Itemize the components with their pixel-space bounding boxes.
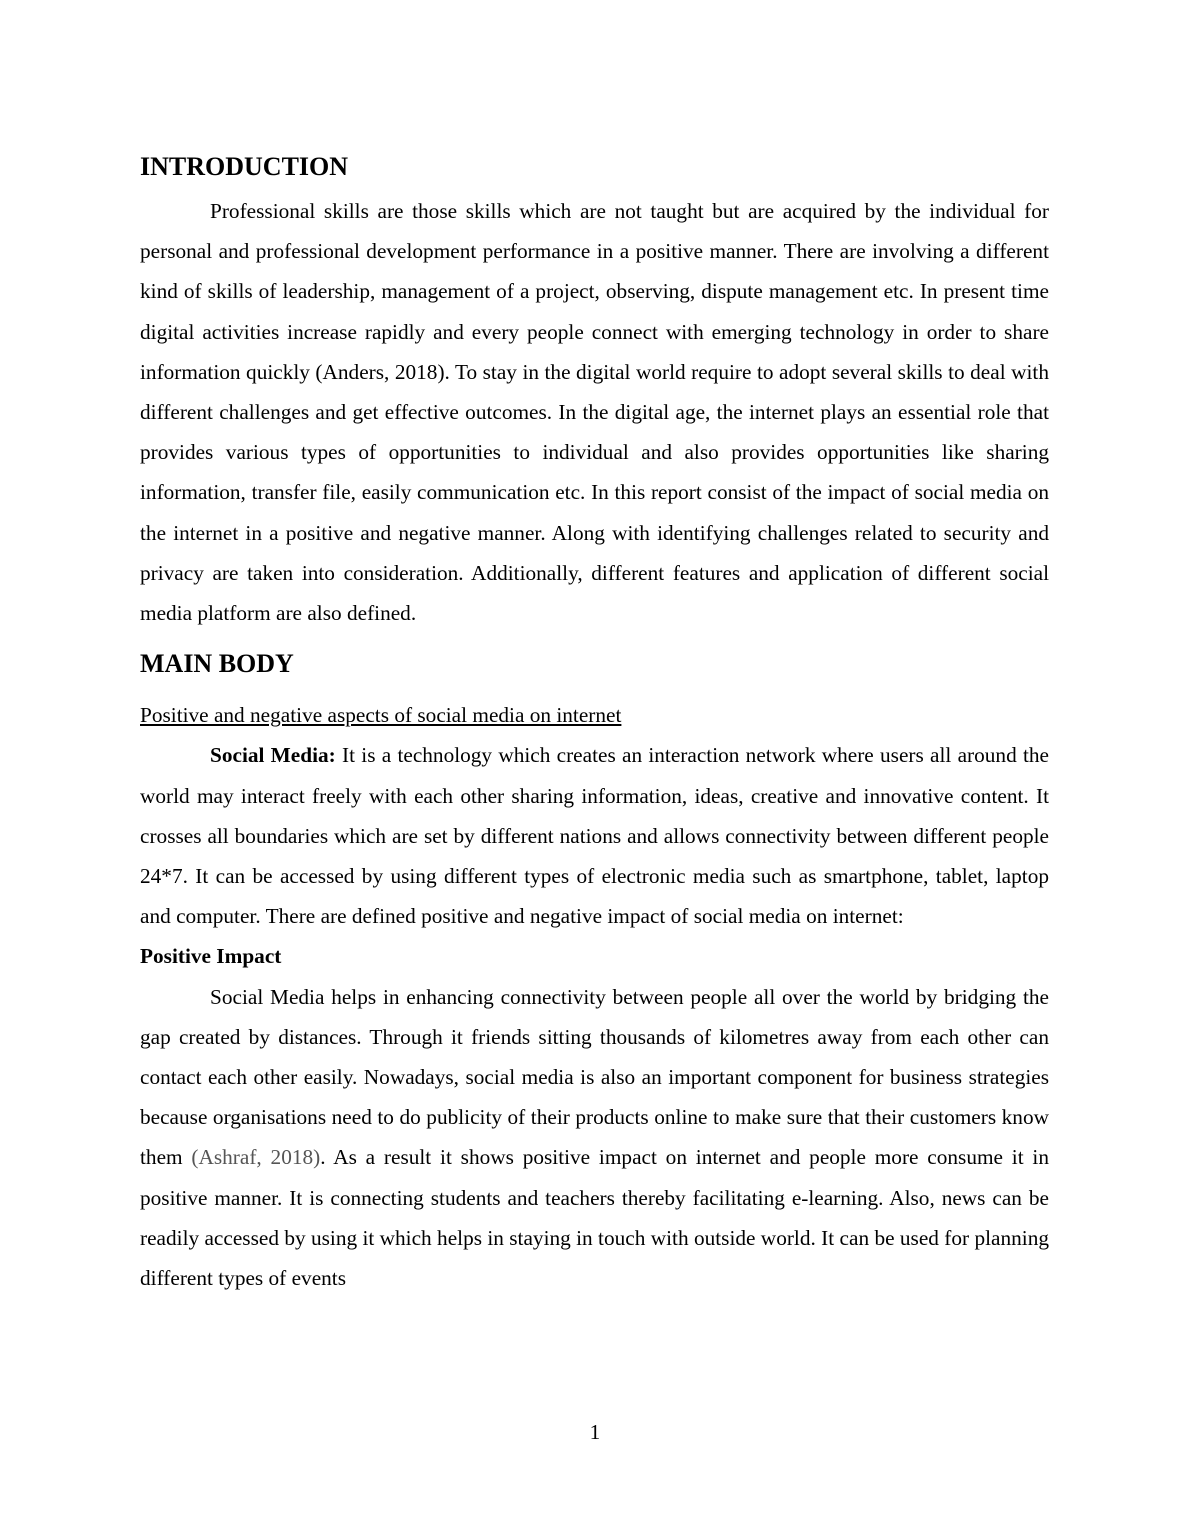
aspects-subheading: Positive and negative aspects of social media on internet xyxy=(140,703,622,728)
positive-citation: (Ashraf, 2018) xyxy=(191,1145,321,1170)
main-body-heading: MAIN BODY xyxy=(140,649,294,679)
social-media-paragraph xyxy=(140,735,1049,936)
positive-text-part-2: . As a result it shows positive impact on internet and people more consume it in positive manner. It is connecting students and teachers thereby facilitating e-learning. Also, news can be readily accessed by using it which helps in staying in touch with outside world. It can be used for planning different types of events xyxy=(140,1145,1049,1291)
introduction-heading: INTRODUCTION xyxy=(140,152,349,181)
introduction-paragraph: Professional skills are those skills which are not taught but are acquired by the individual for personal and professional development performance in a positive manner. There are involving a different kind of skills of leadership, management of a project, observing, dispute management etc. In present time digital activities increase rapidly and every people connect with emerging technology in order to share information quickly (Anders, 2018). To stay in the digital world require to adopt several skills to deal with different challenges and get effective outcomes. In the digital age, the internet plays an essential role that provides various types of opportunities to individual and also provides opportunities like sharing information, transfer file, easily communication etc. In this report consist of the impact of social media on the internet in a positive and negative manner. Along with identifying challenges related to security and privacy are taken into consideration. Additionally, different features and application of different social media platform are also defined. xyxy=(140,199,1049,626)
page-number: 1 xyxy=(589,1420,601,1444)
positive-impact-heading: Positive Impact xyxy=(140,944,282,969)
positive-text-part-1: Social Media helps in enhancing connectivity between people all over the world by bridging the gap created by distances. Through it friends sitting thousands of kilometres away from each other can contact each other easily. Nowadays, social media is also an important component for business strategies because organisations need to do publicity of their products online to make sure that their customers know them xyxy=(140,984,1049,1170)
document-page xyxy=(140,148,1049,1298)
social-media-definition: It is a technology which creates an interaction network where users all around the world may interact freely with each other sharing information, ideas, creative and innovative content. It crosses all boundaries which are set by different nations and allows connectivity between different people 24*7. It can be accessed by using different types of electronic media such as smartphone, tablet, laptop and computer. There are defined positive and negative impact of social media on internet: xyxy=(140,743,1049,929)
positive-impact-paragraph xyxy=(140,977,1049,1299)
social-media-term: Social Media: xyxy=(210,743,336,768)
